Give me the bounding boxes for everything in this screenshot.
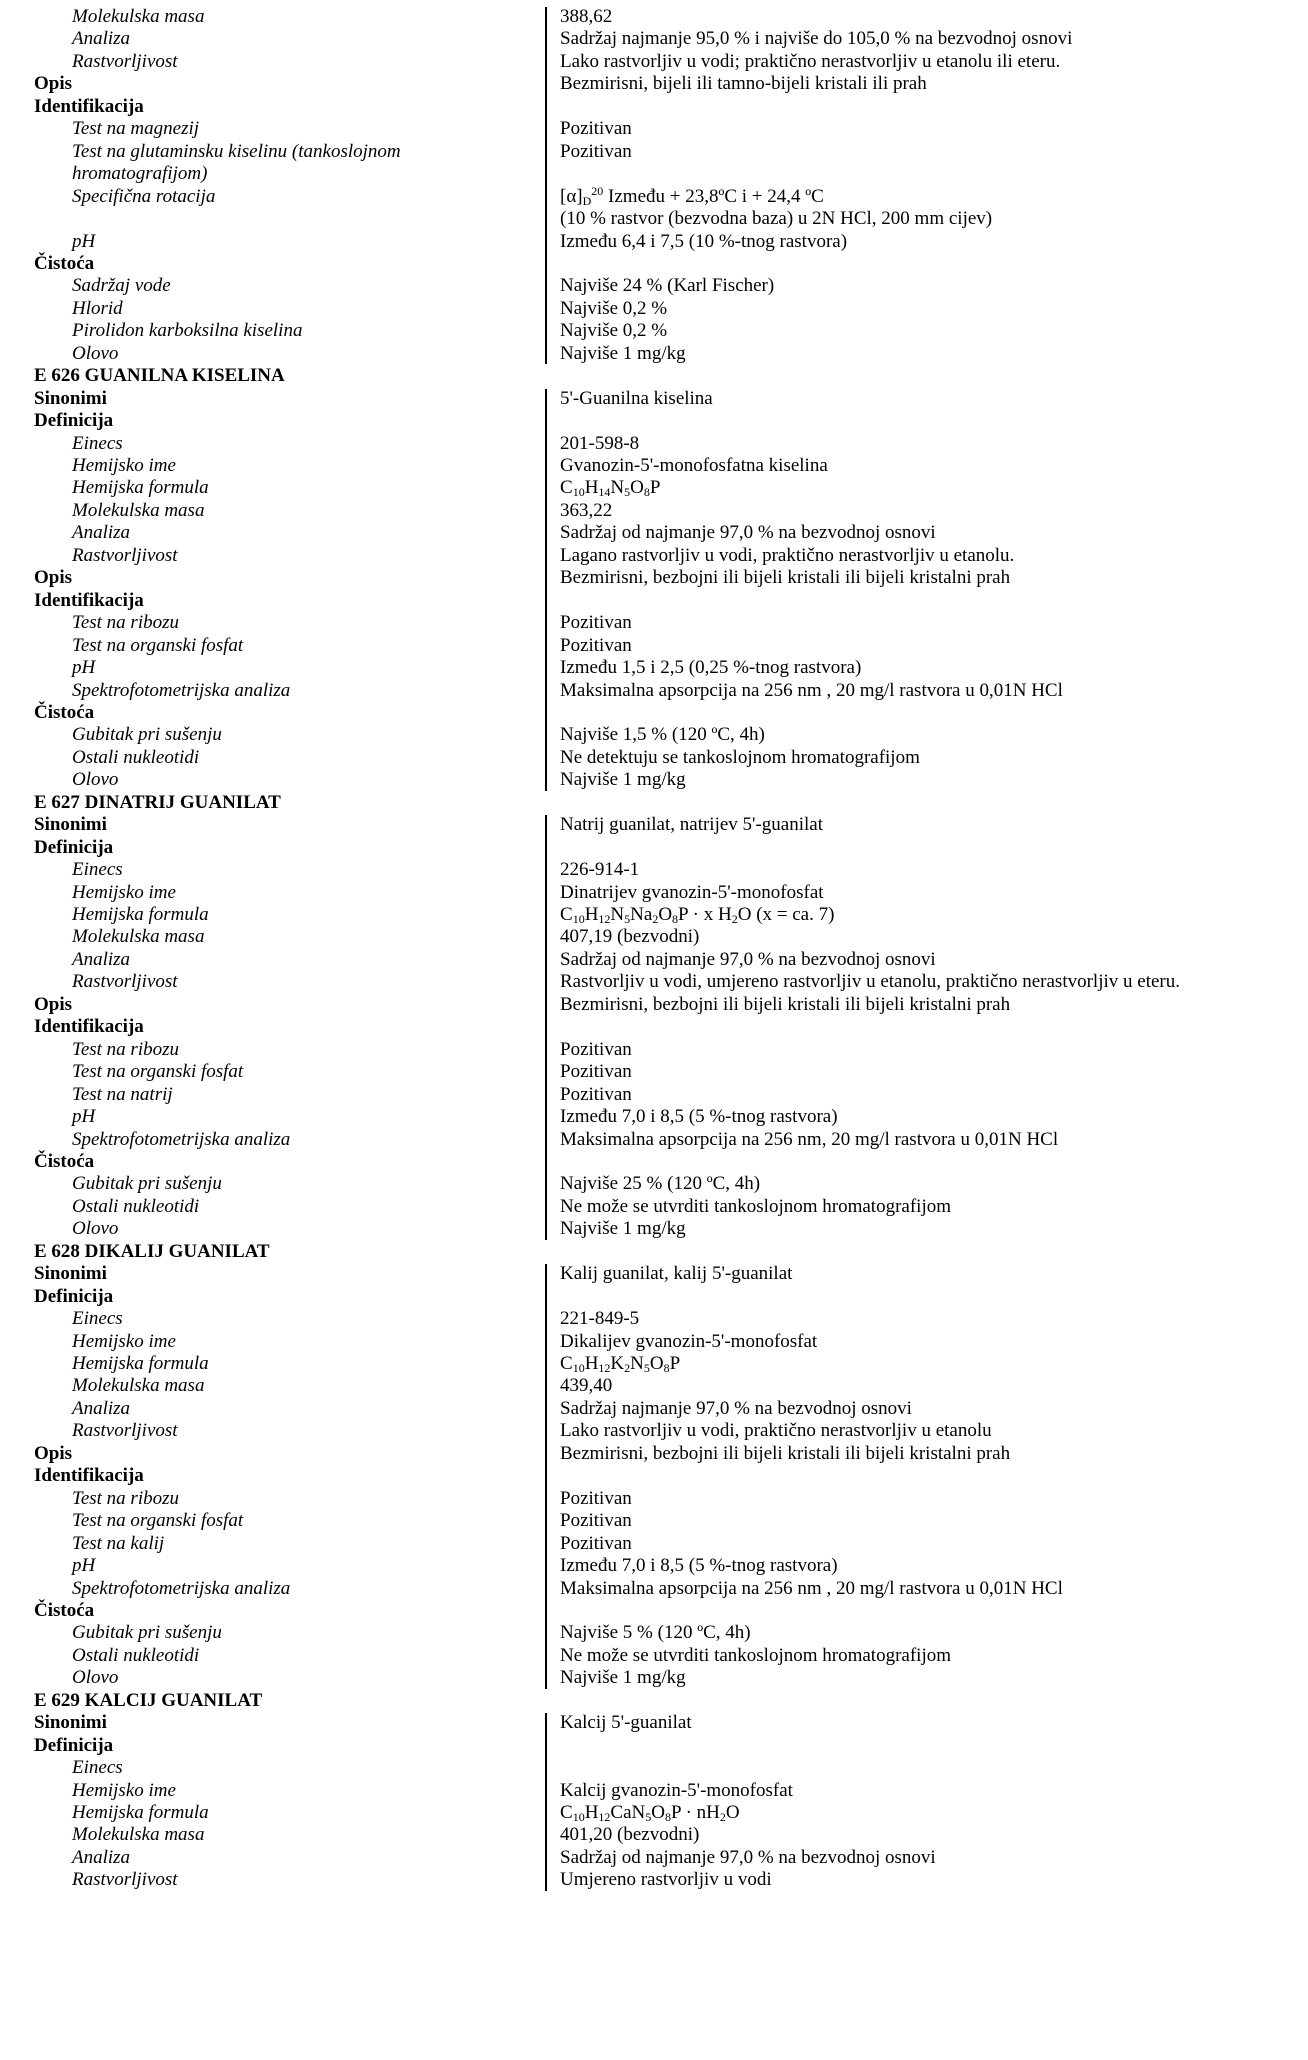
- spec-row: [0, 410, 1308, 432]
- spec-label: pH: [72, 1106, 96, 1128]
- spec-row: [0, 1039, 1308, 1061]
- column-divider: [545, 815, 547, 1240]
- section-heading: E 628 DIKALIJ GUANILAT: [34, 1240, 270, 1262]
- spec-value: Pozitivan: [560, 634, 632, 656]
- spec-row: [0, 859, 1308, 881]
- spec-label: Test na natrij: [72, 1083, 173, 1105]
- spec-value: Pozitivan: [560, 118, 632, 140]
- spec-row: [0, 1847, 1308, 1869]
- spec-value: 388,62: [560, 6, 613, 27]
- spec-row: [0, 1308, 1308, 1330]
- spec-label: Sinonimi: [34, 387, 107, 409]
- spec-label: Spektrofotometrijska analiza: [72, 679, 291, 701]
- spec-label: Čistoća: [34, 701, 95, 723]
- spec-row: [0, 971, 1308, 993]
- spec-label: pH: [72, 1555, 96, 1577]
- section-heading: E 626 GUANILNA KISELINA: [34, 365, 285, 387]
- spec-label: Opis: [34, 1442, 73, 1464]
- spec-value: Bezmirisni, bezbojni ili bijeli kristali ili bijeli kristalni prah: [560, 567, 1011, 589]
- spec-label: Rastvorljivost: [72, 1869, 178, 1891]
- spec-label: Identifikacija: [34, 1465, 144, 1487]
- spec-value: Najviše 5 % (120 ºC, 4h): [560, 1622, 751, 1644]
- spec-value: Sadržaj od najmanje 97,0 % na bezvodnoj osnovi: [560, 1846, 936, 1868]
- spec-label: Olovo: [72, 342, 119, 364]
- spec-row: [0, 320, 1308, 342]
- spec-row: [0, 51, 1308, 73]
- spec-label: Čistoća: [34, 1150, 95, 1172]
- spec-label: Test na glutaminsku kiselinu (tankoslojnom: [72, 140, 401, 162]
- spec-value: Najviše 1 mg/kg: [560, 342, 686, 364]
- spec-label: Analiza: [72, 1397, 131, 1419]
- spec-value: 407,19 (bezvodni): [560, 926, 700, 948]
- spec-row: [0, 949, 1308, 971]
- spec-row: [0, 1600, 1308, 1622]
- spec-value: Najviše 1 mg/kg: [560, 1667, 686, 1689]
- spec-row: [0, 1151, 1308, 1173]
- spec-row: [0, 1712, 1308, 1734]
- spec-value: Gvanozin-5'-monofosfatna kiselina: [560, 455, 828, 476]
- spec-row: [0, 1084, 1308, 1106]
- spec-label: Einecs: [72, 1308, 123, 1330]
- spec-row: [0, 477, 1308, 499]
- spec-label: Hemijsko ime: [72, 1330, 176, 1352]
- spec-label: Rastvorljivost: [72, 1420, 178, 1442]
- spec-value: Najviše 1 mg/kg: [560, 769, 686, 791]
- spec-label: Identifikacija: [34, 589, 144, 611]
- spec-row: [0, 208, 1308, 230]
- spec-row: [0, 680, 1308, 702]
- spec-label: Pirolidon karboksilna kiselina: [72, 320, 303, 342]
- spec-row: [0, 343, 1308, 365]
- spec-label: Sinonimi: [34, 814, 107, 836]
- spec-value: Rastvorljiv u vodi, umjereno rastvorljiv u etanolu, praktično nerastvorljiv u eteru.: [560, 971, 1180, 993]
- spec-row: [0, 1488, 1308, 1510]
- spec-row: [0, 567, 1308, 589]
- spec-row: [0, 1510, 1308, 1532]
- spec-row: [0, 1443, 1308, 1465]
- spec-label: Hemijska formula: [72, 477, 209, 499]
- spec-row: [0, 1802, 1308, 1824]
- spec-row: [0, 1555, 1308, 1577]
- spec-value: Sadržaj najmanje 97,0 % na bezvodnoj osnovi: [560, 1397, 912, 1419]
- spec-row: [0, 298, 1308, 320]
- spec-row: [0, 1263, 1308, 1285]
- spec-label: Test na organski fosfat: [72, 1061, 244, 1083]
- spec-value: $C_{10}H_{14}N_5O_8P$: [560, 477, 661, 500]
- spec-label: Gubitak pri sušenju: [72, 1173, 222, 1195]
- spec-label: Test na organski fosfat: [72, 1510, 244, 1532]
- spec-label: Rastvorljivost: [72, 971, 178, 993]
- spec-label: Test na ribozu: [72, 1487, 179, 1509]
- spec-value: 401,20 (bezvodni): [560, 1824, 700, 1846]
- spec-label: Analiza: [72, 522, 131, 544]
- spec-label: Molekulska masa: [72, 1375, 205, 1397]
- spec-value: Najviše 25 % (120 ºC, 4h): [560, 1173, 761, 1195]
- spec-value: Najviše 1 mg/kg: [560, 1218, 686, 1240]
- column-divider: [545, 1713, 547, 1891]
- spec-value: 201-598-8: [560, 432, 640, 454]
- spec-label: Gubitak pri sušenju: [72, 1622, 222, 1644]
- spec-value: Lako rastvorljiv u vodi, praktično nerastvorljiv u etanolu: [560, 1420, 992, 1442]
- spec-value: Kalcij 5'-guanilat: [560, 1712, 692, 1734]
- spec-row: [0, 1645, 1308, 1667]
- spec-row: [0, 388, 1308, 410]
- spec-label: Čistoća: [34, 1599, 95, 1621]
- spec-label: Olovo: [72, 769, 119, 791]
- spec-label: Sinonimi: [34, 1263, 107, 1285]
- spec-label: Test na magnezij: [72, 118, 200, 140]
- spec-value: 226-914-1: [560, 859, 640, 881]
- spec-value: Maksimalna apsorpcija na 256 nm, 20 mg/l rastvora u 0,01N HCl: [560, 1128, 1059, 1150]
- spec-label: Ostali nukleotidi: [72, 746, 200, 768]
- spec-label: Analiza: [72, 948, 131, 970]
- spec-label: Specifična rotacija: [72, 185, 216, 207]
- spec-row: [0, 1465, 1308, 1487]
- section-heading: E 627 DINATRIJ GUANILAT: [34, 791, 281, 813]
- spec-value: Pozitivan: [560, 1487, 632, 1509]
- spec-label: Definicija: [34, 836, 114, 858]
- spec-value: 439,40: [560, 1375, 613, 1397]
- spec-row: [0, 1286, 1308, 1308]
- spec-row: [0, 455, 1308, 477]
- spec-label: Opis: [34, 73, 73, 95]
- spec-row: [0, 1375, 1308, 1397]
- spec-row: [0, 1757, 1308, 1779]
- spec-label: Molekulska masa: [72, 926, 205, 948]
- spec-value: Ne može se utvrditi tankoslojnom hromatografijom: [560, 1644, 952, 1666]
- spec-label: Definicija: [34, 1734, 114, 1756]
- spec-row: [0, 275, 1308, 297]
- spec-value: Najviše 1,5 % (120 ºC, 4h): [560, 724, 765, 746]
- spec-value: Najviše 24 % (Karl Fischer): [560, 275, 775, 297]
- spec-row: [0, 837, 1308, 859]
- spec-label: pH: [72, 657, 96, 679]
- spec-value: Sadržaj od najmanje 97,0 % na bezvodnoj osnovi: [560, 948, 936, 970]
- spec-row: [0, 231, 1308, 253]
- spec-label: Ostali nukleotidi: [72, 1195, 200, 1217]
- spec-row: [0, 1331, 1308, 1353]
- spec-row: [0, 1420, 1308, 1442]
- spec-row: [0, 747, 1308, 769]
- column-divider: [545, 7, 547, 364]
- spec-value: Između 7,0 i 8,5 (5 %-tnog rastvora): [560, 1106, 838, 1128]
- spec-row: [0, 73, 1308, 95]
- spec-label: Hemijska formula: [72, 904, 209, 925]
- spec-value: Dinatrijev gvanozin-5'-monofosfat: [560, 881, 824, 903]
- spec-row: [0, 702, 1308, 724]
- spec-label: Test na ribozu: [72, 612, 179, 634]
- spec-label: Einecs: [72, 432, 123, 454]
- spec-label: Hemijska formula: [72, 1802, 209, 1823]
- spec-row: [0, 882, 1308, 904]
- spec-row: [0, 1196, 1308, 1218]
- spec-row: [0, 1869, 1308, 1891]
- spec-label: Olovo: [72, 1218, 119, 1240]
- spec-label: Hemijsko ime: [72, 455, 176, 476]
- section-heading-row: [0, 365, 1308, 387]
- spec-value: Pozitivan: [560, 1061, 632, 1083]
- spec-row: [0, 657, 1308, 679]
- spec-value: Ne detektuju se tankoslojnom hromatografijom: [560, 746, 920, 768]
- spec-label: Opis: [34, 567, 73, 589]
- spec-row: [0, 1353, 1308, 1375]
- spec-row: [0, 522, 1308, 544]
- spec-value: Između 7,0 i 8,5 (5 %-tnog rastvora): [560, 1555, 838, 1577]
- spec-label: Hlorid: [72, 297, 123, 319]
- spec-label: Identifikacija: [34, 95, 144, 117]
- spec-row: [0, 1129, 1308, 1151]
- spec-value: Lagano rastvorljiv u vodi, praktično nerastvorljiv u etanolu.: [560, 544, 1015, 566]
- spec-value: Dikalijev gvanozin-5'-monofosfat: [560, 1330, 818, 1352]
- spec-value: Bezmirisni, bezbojni ili bijeli kristali ili bijeli kristalni prah: [560, 1442, 1011, 1464]
- spec-value: Pozitivan: [560, 612, 632, 634]
- spec-value: $[\alpha]_D^{20}$ Između + 23,8ºC i + 24,4 ºC: [560, 183, 824, 208]
- spec-label: Einecs: [72, 1757, 123, 1779]
- spec-label: Molekulska masa: [72, 1824, 205, 1846]
- spec-value: $C_{10}H_{12}CaN_5O_8P \cdot nH_2O$: [560, 1802, 740, 1824]
- spec-row: [0, 1016, 1308, 1038]
- spec-value: Pozitivan: [560, 1510, 632, 1532]
- spec-row: [0, 724, 1308, 746]
- spec-value: Najviše 0,2 %: [560, 320, 668, 342]
- spec-label: Čistoća: [34, 252, 95, 274]
- spec-row: [0, 1533, 1308, 1555]
- spec-value: Pozitivan: [560, 140, 632, 162]
- spec-row: [0, 545, 1308, 567]
- spec-label: hromatografijom): [72, 163, 208, 185]
- spec-row: [0, 118, 1308, 140]
- spec-row: [0, 590, 1308, 612]
- spec-value: Pozitivan: [560, 1532, 632, 1554]
- spec-label: Spektrofotometrijska analiza: [72, 1128, 291, 1150]
- spec-row: [0, 253, 1308, 275]
- spec-label: Ostali nukleotidi: [72, 1644, 200, 1666]
- spec-row: [0, 1824, 1308, 1846]
- spec-value: Sadržaj najmanje 95,0 % i najviše do 105,0 % na bezvodnoj osnovi: [560, 28, 1073, 50]
- spec-value: Maksimalna apsorpcija na 256 nm , 20 mg/l rastvora u 0,01N HCl: [560, 679, 1063, 701]
- spec-value: Umjereno rastvorljiv u vodi: [560, 1869, 772, 1891]
- spec-row: [0, 769, 1308, 791]
- spec-row: [0, 1218, 1308, 1240]
- spec-value: Pozitivan: [560, 1083, 632, 1105]
- spec-label: Test na ribozu: [72, 1038, 179, 1060]
- spec-value: Bezmirisni, bezbojni ili bijeli kristali ili bijeli kristalni prah: [560, 993, 1011, 1015]
- spec-value: Između 1,5 i 2,5 (0,25 %-tnog rastvora): [560, 657, 862, 679]
- spec-label: Test na organski fosfat: [72, 634, 244, 656]
- spec-row: [0, 1735, 1308, 1757]
- column-divider: [545, 1264, 547, 1689]
- spec-label: Analiza: [72, 1846, 131, 1868]
- spec-row: [0, 163, 1308, 185]
- spec-row: [0, 1173, 1308, 1195]
- spec-value: Pozitivan: [560, 1038, 632, 1060]
- spec-label: Definicija: [34, 410, 114, 432]
- spec-row: [0, 1398, 1308, 1420]
- section-heading-row: [0, 792, 1308, 814]
- spec-row: [0, 1780, 1308, 1802]
- spec-row: [0, 1667, 1308, 1689]
- spec-label: Hemijsko ime: [72, 1779, 176, 1801]
- spec-value: Lako rastvorljiv u vodi; praktično nerastvorljiv u etanolu ili eteru.: [560, 50, 1061, 72]
- spec-label: Opis: [34, 993, 73, 1015]
- spec-row: [0, 1106, 1308, 1128]
- spec-label: Rastvorljivost: [72, 50, 178, 72]
- spec-row: [0, 1061, 1308, 1083]
- spec-row: [0, 1622, 1308, 1644]
- section-heading-row: [0, 1690, 1308, 1712]
- spec-row: [0, 183, 1308, 208]
- spec-row: [0, 28, 1308, 50]
- spec-label: Rastvorljivost: [72, 544, 178, 566]
- spec-label: Spektrofotometrijska analiza: [72, 1577, 291, 1599]
- spec-label: Gubitak pri sušenju: [72, 724, 222, 746]
- spec-row: [0, 500, 1308, 522]
- spec-value: (10 % rastvor (bezvodna baza) u 2N HCl, 200 mm cijev): [560, 208, 993, 230]
- spec-label: Definicija: [34, 1285, 114, 1307]
- spec-value: Sadržaj od najmanje 97,0 % na bezvodnoj osnovi: [560, 522, 936, 544]
- spec-row: [0, 433, 1308, 455]
- spec-value: 5'-Guanilna kiselina: [560, 387, 713, 409]
- spec-row: [0, 926, 1308, 948]
- spec-value: 363,22: [560, 499, 613, 521]
- spec-label: Identifikacija: [34, 1016, 144, 1038]
- spec-value: Bezmirisni, bijeli ili tamno-bijeli kristali ili prah: [560, 73, 927, 95]
- spec-row: [0, 814, 1308, 836]
- spec-row: [0, 612, 1308, 634]
- spec-value: Maksimalna apsorpcija na 256 nm , 20 mg/l rastvora u 0,01N HCl: [560, 1577, 1063, 1599]
- spec-row: [0, 635, 1308, 657]
- column-divider: [545, 389, 547, 791]
- spec-label: Molekulska masa: [72, 499, 205, 521]
- section-heading-row: [0, 1241, 1308, 1263]
- spec-row: [0, 96, 1308, 118]
- spec-row: [0, 6, 1308, 28]
- spec-value: 221-849-5: [560, 1308, 640, 1330]
- spec-label: Molekulska masa: [72, 6, 205, 27]
- spec-value: Između 6,4 i 7,5 (10 %-tnog rastvora): [560, 230, 848, 252]
- spec-label: Hemijsko ime: [72, 881, 176, 903]
- spec-row: [0, 994, 1308, 1016]
- spec-value: $C_{10}H_{12}N_5Na_2O_8P \cdot x$ $H_2O$ (x = ca. 7): [560, 904, 835, 926]
- spec-label: Sadržaj vode: [72, 275, 171, 297]
- spec-row: [0, 141, 1308, 163]
- spec-label: Einecs: [72, 859, 123, 881]
- spec-value: $C_{10}H_{12}K_2N_5O_8P$: [560, 1353, 681, 1375]
- spec-label: Test na kalij: [72, 1532, 165, 1554]
- spec-value: Ne može se utvrditi tankoslojnom hromatografijom: [560, 1195, 952, 1217]
- spec-label: Sinonimi: [34, 1712, 107, 1734]
- section-heading: E 629 KALCIJ GUANILAT: [34, 1689, 263, 1711]
- spec-label: Hemijska formula: [72, 1353, 209, 1374]
- spec-label: Analiza: [72, 28, 131, 50]
- spec-value: Natrij guanilat, natrijev 5'-guanilat: [560, 814, 824, 836]
- spec-value: Kalcij gvanozin-5'-monofosfat: [560, 1779, 793, 1801]
- spec-value: Kalij guanilat, kalij 5'-guanilat: [560, 1263, 793, 1285]
- spec-label: pH: [72, 230, 96, 252]
- spec-row: [0, 1578, 1308, 1600]
- spec-value: Najviše 0,2 %: [560, 297, 668, 319]
- spec-label: Olovo: [72, 1667, 119, 1689]
- spec-row: [0, 904, 1308, 926]
